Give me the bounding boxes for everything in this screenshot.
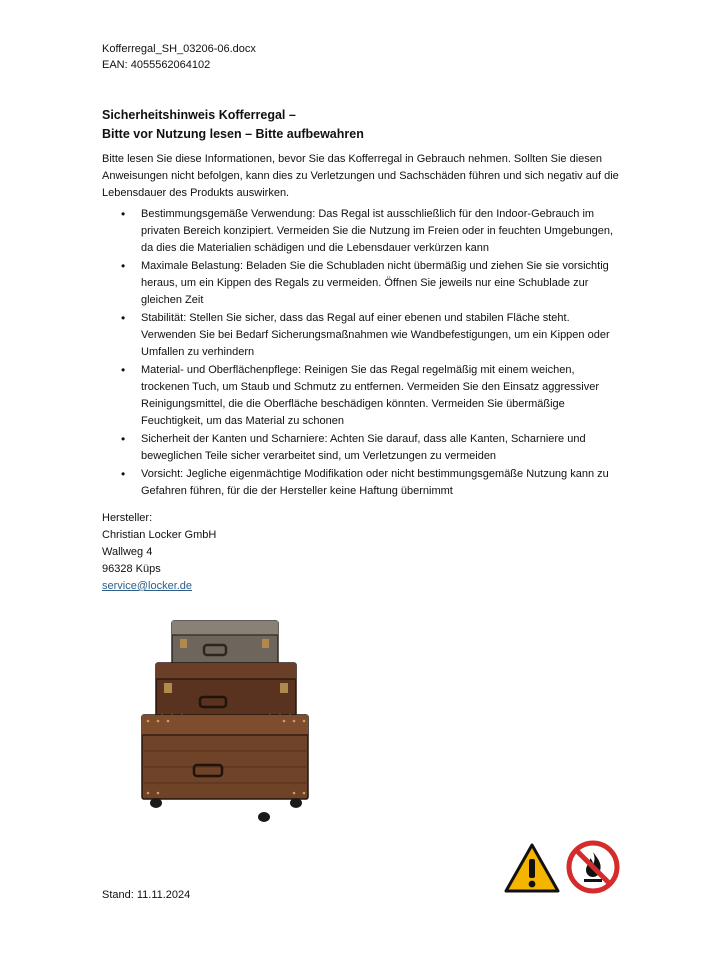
no-open-flame-icon (566, 840, 620, 894)
manufacturer-name: Christian Locker GmbH (102, 529, 217, 541)
stand-date: Stand: 11.11.2024 (102, 889, 191, 901)
warning-triangle-icon (503, 842, 561, 894)
list-item: • Bestimmungsgemäße Verwendung: Das Regal ist ausschließlich für den Indoor-Gebrauch im privaten Bereich konzipiert. Vermeiden Sie die Nutzung im Freien oder in feuchten Umgebungen, da dies die Materialien schädigen und die Lebensdauer verkürzen kann (102, 206, 622, 257)
safety-list (102, 206, 622, 501)
product-image (138, 615, 316, 825)
list-item: • Vorsicht: Jegliche eigenmächtige Modifikation oder nicht bestimmungsgemäße Nutzung kann zu Gefahren führen, für die der Hersteller keine Haftung übernimmt (102, 466, 622, 500)
manufacturer-block (102, 510, 216, 595)
list-item: • Stabilität: Stellen Sie sicher, dass das Regal auf einer ebenen und stabilen Fläche steht. Verwenden Sie bei Bedarf Sicherungsmaßnahmen wie Wandbefestigungen, um ein Kippen oder Umfallen zu verhindern (102, 310, 622, 361)
email-link[interactable]: service@locker.de (102, 580, 193, 592)
intro-paragraph: Bitte lesen Sie diese Informationen, bevor Sie das Kofferregal in Gebrauch nehmen. Sollten Sie diesen Anweisungen nicht befolgen, kann dies zu Verletzungen und Sachschäden führen und sich negativ auf die Lebensdauer des Produkts auswirken. (102, 153, 619, 199)
filename: Kofferregal_SH_03206-06.docx (102, 43, 256, 55)
document-title (102, 106, 364, 144)
title-line-1: Sicherheitshinweis Kofferregal – (102, 108, 296, 122)
list-item: • Maximale Belastung: Beladen Sie die Schubladen nicht übermäßig und ziehen Sie sie vorsichtig heraus, um ein Kippen des Regals zu vermeiden. Öffnen Sie jeweils nur eine Schublade zur gleichen Zeit (102, 258, 622, 309)
list-item: • Material- und Oberflächenpflege: Reinigen Sie das Regal regelmäßig mit einem weichen, trockenen Tuch, um Staub und Schmutz zu entfernen. Vermeiden Sie den Einsatz aggressiver Reinigungsmittel, die die Oberfläche beschädigen könnten. Vermeiden Sie übermäßige Feuchtigkeit, um das Material zu schonen (102, 362, 622, 430)
ean: EAN: 4055562064102 (102, 59, 211, 71)
manufacturer-street: Wallweg 4 (102, 546, 153, 558)
title-line-2: Bitte vor Nutzung lesen – Bitte aufbewahren (102, 127, 364, 141)
manufacturer-city: 96328 Küps (102, 563, 161, 575)
manufacturer-label: Hersteller: (102, 512, 153, 524)
list-item: • Sicherheit der Kanten und Scharniere: Achten Sie darauf, dass alle Kanten, Scharniere und beweglichen Teile sicher verarbeitet sind, um Verletzungen zu vermeiden (102, 431, 622, 465)
